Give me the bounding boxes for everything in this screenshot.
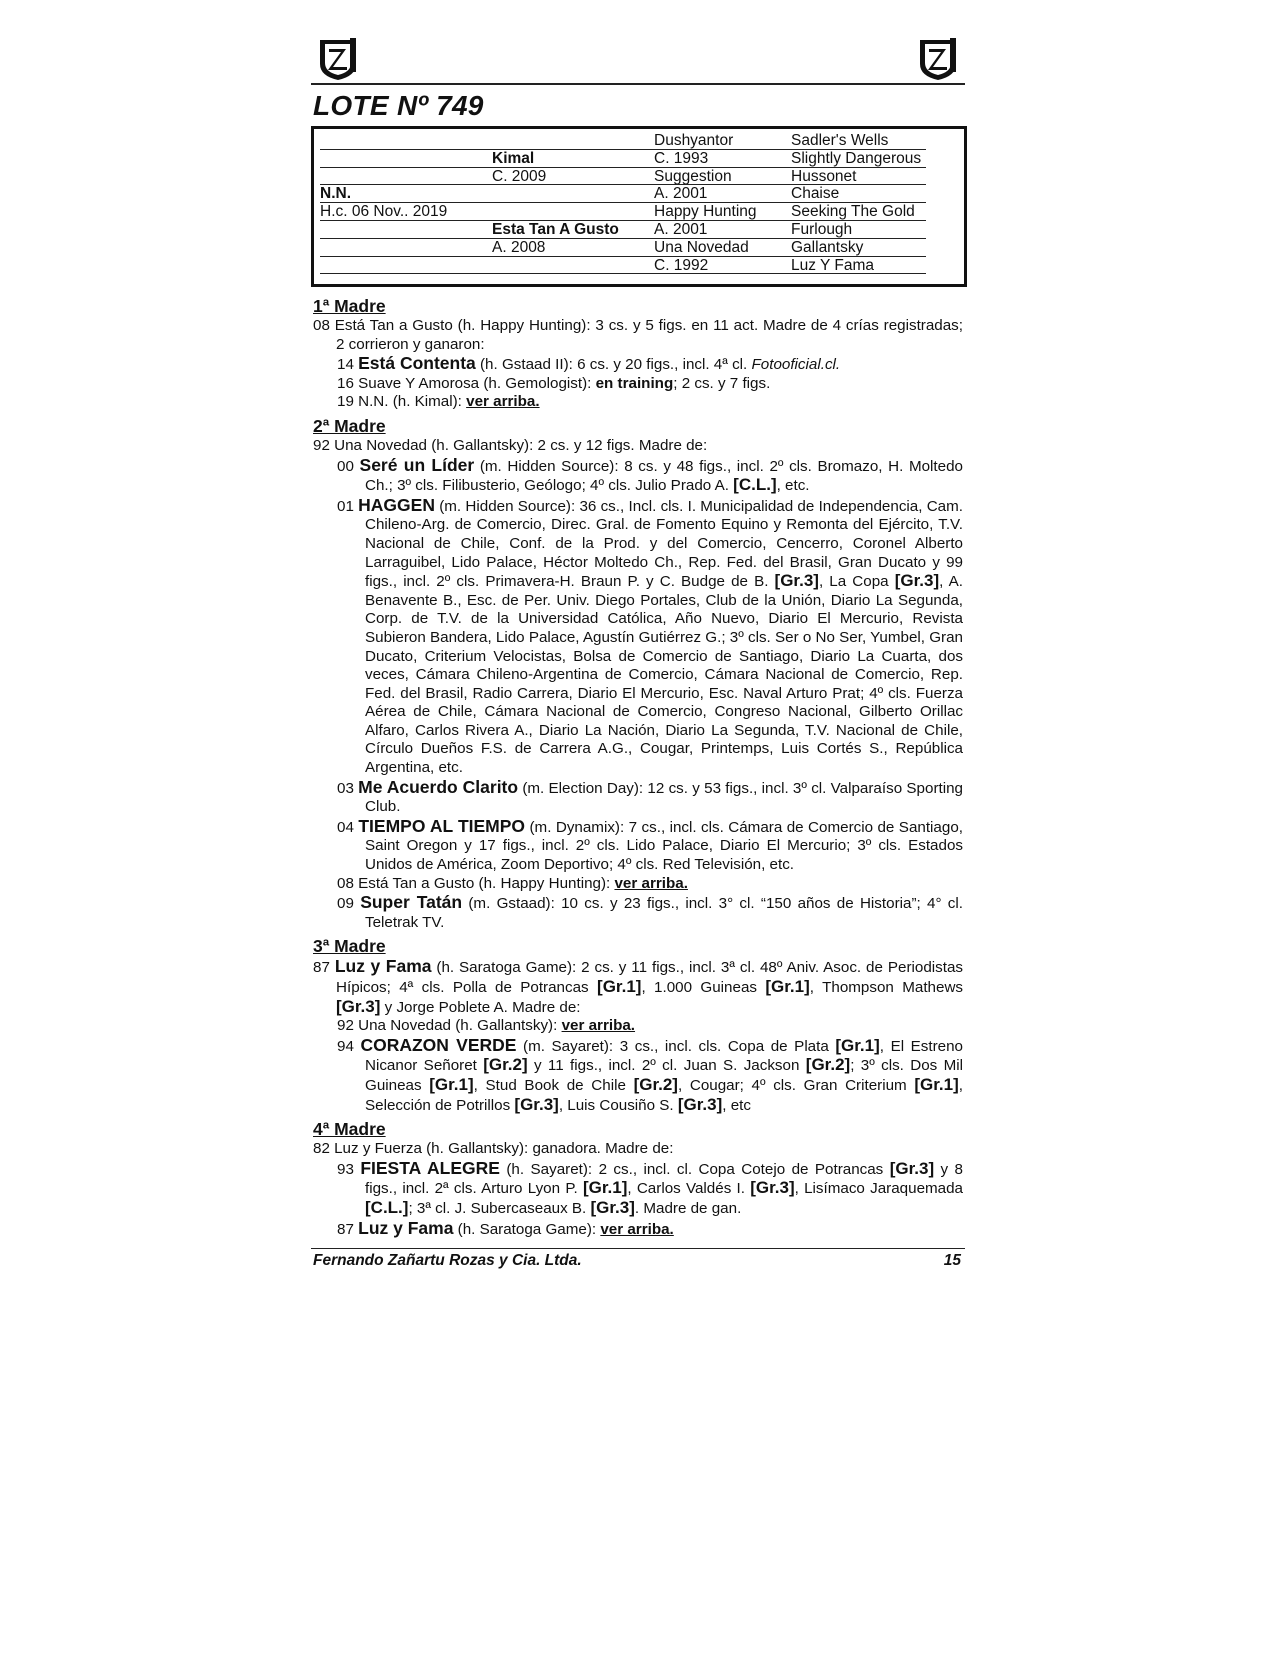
entry-text: , etc.	[776, 477, 810, 495]
pedigree-cell: H.c. 06 Nov.. 2019	[320, 203, 448, 221]
entry-text: 16 Suave Y Amorosa (h. Gemologist):	[337, 374, 596, 392]
entry-text: y 11 figs., incl. 2º cl. Juan S. Jackson	[527, 1057, 806, 1075]
entry-text: , Cougar; 4º cls. Gran Criterium	[677, 1076, 915, 1094]
pedigree-cell: A. 2008	[492, 238, 546, 256]
entry-text: (m. Hidden Source): 36 cs., Incl. cls. I. Municipalidad de Independencia, Cam. Chileno-Arg. de Comercio, Direc. Gral. de Fomento Equino y Remonta del Ejército, T.V. Nacional de Chile, Conf. de la Prod. y del Comercio, Cencerro, Coronel Alberto Larraguibel, Lido Palace, Héctor Moltedo Ch., Rep. Fed. del Brasil, Gran Ducato y 99 figs., incl. 2º cls. Primavera-H. Braun P. y C. Budge de B.	[365, 497, 963, 591]
footer-rule	[311, 1248, 965, 1249]
entry-text: , Thompson Mathews	[809, 979, 964, 996]
entry-text: (m. Hidden Source): 8 cs. y 48 figs., incl. 2º cls. Bromazo, H. Moltedo Ch.; 3º cls. Filibusterio, Geólogo; 4º cls. Julio Prado A.	[365, 457, 963, 495]
pedigree-table	[311, 126, 967, 287]
horse-name: Seré un Líder	[359, 454, 475, 475]
entry-text: 08 Está Tan a Gusto (h. Happy Hunting):	[337, 874, 615, 892]
pedigree-rule	[654, 167, 790, 168]
horse-name: Super Tatán	[360, 892, 463, 913]
race-grade: [Gr.1]	[835, 1035, 880, 1055]
pedigree-cell: Suggestion	[654, 167, 732, 185]
entry-text: 82 Luz y Fuerza (h. Gallantsky): ganadora. Madre de:	[313, 1140, 674, 1158]
entry-text: , Luis Cousiño S.	[558, 1096, 678, 1114]
see-above-link: ver arriba.	[614, 874, 688, 892]
produce-entry	[313, 778, 963, 817]
race-grade: [Gr.3]	[889, 1158, 935, 1178]
entry-text: , La Copa	[818, 573, 895, 591]
entry-text: (m. Gstaad): 10 cs. y 23 figs., incl. 3° cl. “150 años de Historia”; 4° cl. Teletrak TV.	[365, 895, 963, 931]
entry-text: (h. Sayaret): 2 cs., incl. cl. Copa Cotejo de Potrancas	[499, 1160, 890, 1178]
pedigree-rule	[654, 273, 790, 274]
entry-text: 87	[337, 1220, 359, 1238]
header-rule	[311, 83, 965, 85]
pedigree-cell: Una Novedad	[654, 238, 749, 256]
entry-text: 09	[337, 895, 361, 913]
race-grade: [Gr.3]	[514, 1094, 559, 1114]
dam-entry	[313, 957, 963, 1017]
race-grade: [Gr.1]	[582, 1178, 628, 1198]
entry-text: 03	[337, 779, 359, 797]
entry-text: , etc	[722, 1096, 751, 1114]
dam-entry	[313, 437, 963, 456]
pedigree-cell: A. 2001	[654, 221, 708, 238]
pedigree-cell: Hussonet	[791, 167, 857, 185]
pedigree-cell: Seeking The Gold	[791, 203, 915, 221]
entry-text: 14	[337, 356, 359, 374]
race-grade: [C.L.]	[365, 1197, 409, 1217]
entry-text: (h. Gstaad II): 6 cs. y 20 figs., incl. 4ª cl.	[475, 356, 752, 374]
pedigree-cell: Luz Y Fama	[791, 256, 875, 274]
horse-name: Me Acuerdo Clarito	[358, 776, 519, 797]
entry-text: , A. Benavente B., Esc. de Per. Univ. Diego Portales, Club de la Unión, Diario La Segunda, Corp. de T.V. de la Universidad Católica, Año Nuevo, Diario El Mercurio, Revista Subieron Bandera, Lido Palace, Agustín Gutiérrez G.; 3º cls. Ser o No Ser, Yumbel, Gran Ducato, Criterium Velocistas, Bolsa de Comercio de Santiago, Diario La Cuarta, dos veces, Cámara Chileno-Argentina de Comercio, Cámara Nacional de Comercio, Rep. Fed. del Brasil, Radio Carrera, Diario El Mercurio, Esc. Naval Arturo Prat; 4º cls. Fuerza Aérea de Chile, Cámara Nacional de Comercio, Congreso Nacional, Gilberto Orillac Alfaro, Carlos Rivera A., Diario La Nación, Diario La Segunda, T.V. Nacional de Chile, Círculo Dueños F.S. de Carrera A.G., Cougar, Printemps, Luis Cortés S., República Argentina, etc.	[365, 573, 963, 777]
pedigree-rule	[320, 202, 654, 203]
pedigree-cell: A. 2001	[654, 185, 708, 203]
produce-entry	[313, 354, 963, 375]
produce-entry	[313, 893, 963, 932]
race-grade: [Gr.3]	[774, 571, 819, 591]
pedigree-rule	[320, 184, 654, 185]
pedigree-rule	[654, 238, 790, 239]
produce-entry	[313, 1159, 963, 1219]
race-grade: [Gr.1]	[429, 1074, 474, 1094]
entry-text: (h. Saratoga Game): 2 cs. y 11 figs., incl. 3ª cl. 48º Aniv. Asoc. de Periodistas Hípicos; 4ª cls. Polla de Potrancas	[336, 959, 963, 996]
horse-name: CORAZON VERDE	[360, 1034, 517, 1055]
entry-text: (h. Saratoga Game):	[453, 1220, 601, 1238]
produce-entry	[313, 375, 963, 394]
page-number: 15	[943, 1252, 961, 1269]
entry-text: . Madre de gan.	[634, 1199, 742, 1217]
race-grade: [Gr.2]	[633, 1074, 678, 1094]
pedigree-rule	[790, 238, 926, 239]
pedigree-cell: Dushyantor	[654, 132, 734, 149]
pedigree-cell: C. 2009	[492, 167, 547, 185]
see-above-link: ver arriba.	[561, 1017, 636, 1035]
race-grade: [C.L.]	[733, 475, 777, 495]
pedigree-rule	[320, 220, 654, 221]
entry-text: , 1.000 Guineas	[641, 979, 766, 996]
produce-entry	[313, 1017, 963, 1036]
entry-text: 87	[313, 959, 335, 977]
entry-text: 19 N.N. (h. Kimal):	[337, 393, 467, 411]
pedigree-cell: Sadler's Wells	[791, 132, 889, 149]
race-grade: [Gr.3]	[590, 1197, 635, 1217]
entry-text: en training	[595, 374, 674, 392]
entry-text: , Stud Book de Chile	[473, 1076, 634, 1094]
pedigree-cell: C. 1992	[654, 256, 709, 274]
zr-logo-icon	[914, 34, 962, 82]
entry-text: 94	[337, 1037, 361, 1055]
pedigree-cell: Kimal	[492, 149, 535, 167]
race-grade: [Gr.3]	[750, 1178, 795, 1198]
produce-entry	[313, 875, 963, 894]
pedigree-rule	[320, 256, 654, 257]
pedigree-rule	[320, 273, 654, 274]
produce-entry	[313, 393, 963, 412]
horse-name: Está Contenta	[358, 353, 476, 374]
footer-company: Fernando Zañartu Rozas y Cia. Ltda.	[313, 1252, 582, 1269]
produce-entry	[313, 817, 963, 875]
section-heading: 1ª Madre	[313, 296, 386, 316]
race-grade: [Gr.3]	[894, 571, 940, 591]
section-heading: 4ª Madre	[313, 1119, 386, 1140]
entry-text: (m. Election Day): 12 cs. y 53 figs., incl. 3º cl. Valparaíso Sporting Club.	[365, 779, 963, 816]
entry-text: 00	[337, 457, 360, 475]
entry-text: 93	[337, 1160, 361, 1178]
pedigree-rule	[654, 202, 790, 203]
produce-entry	[313, 496, 963, 778]
section-heading: 3ª Madre	[313, 936, 386, 957]
entry-text: Fotooficial.cl.	[751, 356, 841, 374]
pedigree-rule	[654, 256, 790, 257]
dam-entry	[313, 317, 963, 354]
entry-text: y Jorge Poblete A. Madre de:	[380, 998, 581, 1016]
pedigree-rule	[654, 184, 790, 185]
pedigree-cell: Furlough	[791, 221, 853, 238]
race-grade: [Gr.1]	[914, 1074, 959, 1094]
pedigree-rule	[790, 256, 926, 257]
see-above-link: ver arriba.	[466, 393, 540, 411]
pedigree-cell: Esta Tan A Gusto	[492, 221, 619, 238]
pedigree-rule	[790, 184, 926, 185]
pedigree-cell: C. 1993	[654, 149, 709, 167]
pedigree-rule	[790, 202, 926, 203]
horse-name: FIESTA ALEGRE	[360, 1157, 500, 1178]
lot-title: LOTE Nº 749	[313, 90, 484, 121]
race-grade: [Gr.1]	[765, 977, 810, 996]
pedigree-cell: N.N.	[320, 185, 351, 203]
entry-text: 01	[337, 497, 359, 515]
entry-text: , Lisímaco Jaraquemada	[794, 1180, 964, 1198]
pedigree-rule	[320, 238, 654, 239]
produce-entry	[313, 1036, 963, 1115]
produce-entry	[313, 456, 963, 496]
race-grade: [Gr.3]	[677, 1094, 723, 1114]
pedigree-rule	[654, 149, 790, 150]
entry-text: , Carlos Valdés I.	[627, 1180, 751, 1198]
horse-name: Luz y Fama	[334, 956, 432, 977]
produce-entry	[313, 1219, 963, 1240]
entry-text: 92 Una Novedad (h. Gallantsky): 2 cs. y 12 figs. Madre de:	[313, 436, 708, 454]
pedigree-rule	[320, 149, 654, 150]
dam-entry	[313, 1140, 963, 1159]
pedigree-rule	[790, 220, 926, 221]
entry-text: ; 3º cls. Dos Mil Guineas	[365, 1057, 963, 1094]
see-above-link: ver arriba.	[600, 1220, 674, 1238]
entry-text: 92 Una Novedad (h. Gallantsky):	[337, 1017, 562, 1035]
section-heading: 2ª Madre	[313, 415, 386, 436]
horse-name: HAGGEN	[358, 494, 435, 515]
race-grade: [Gr.3]	[336, 996, 381, 1016]
entry-text: , El Estreno Nicanor Señoret	[365, 1037, 963, 1075]
pedigree-rule	[654, 220, 790, 221]
entry-text: , Selección de Potrillos	[365, 1076, 963, 1114]
dam-line	[313, 292, 963, 1239]
pedigree-rule	[790, 273, 926, 274]
entry-text: 08 Está Tan a Gusto (h. Happy Hunting): 3 cs. y 5 figs. en 11 act. Madre de 4 crías registradas; 2 corrieron y ganaron:	[313, 317, 963, 353]
race-grade: [Gr.2]	[483, 1055, 528, 1075]
entry-text: ; 2 cs. y 7 figs.	[673, 374, 771, 392]
pedigree-cell: Happy Hunting	[654, 203, 757, 221]
race-grade: [Gr.1]	[597, 977, 642, 996]
entry-text: 04	[337, 818, 359, 836]
horse-name: TIEMPO AL TIEMPO	[358, 815, 526, 836]
zr-logo-icon	[314, 34, 362, 82]
entry-text: y 8 figs., incl. 2ª cls. Arturo Lyon P.	[365, 1160, 963, 1198]
footer	[313, 1252, 961, 1270]
entry-text: ; 3ª cl. J. Subercaseaux B.	[408, 1199, 591, 1217]
entry-text: (m. Sayaret): 3 cs., incl. cls. Copa de Plata	[516, 1037, 836, 1055]
race-grade: [Gr.2]	[805, 1055, 851, 1075]
pedigree-rule	[320, 167, 654, 168]
pedigree-cell: Slightly Dangerous	[791, 149, 922, 167]
pedigree-cell: Gallantsky	[791, 238, 864, 256]
pedigree-rule	[790, 149, 926, 150]
pedigree-cell: Chaise	[791, 185, 840, 203]
horse-name: Luz y Fama	[358, 1217, 454, 1238]
pedigree-rule	[790, 167, 926, 168]
entry-text: (m. Dynamix): 7 cs., incl. cls. Cámara de Comercio de Santiago, Saint Oregon y 17 figs., incl. 2º cls. Lido Palace, Diario El Mercurio; 3º cls. Estados Unidos de América, Zoom Deportivo; 4º cls. Red Televisión, etc.	[365, 818, 963, 874]
